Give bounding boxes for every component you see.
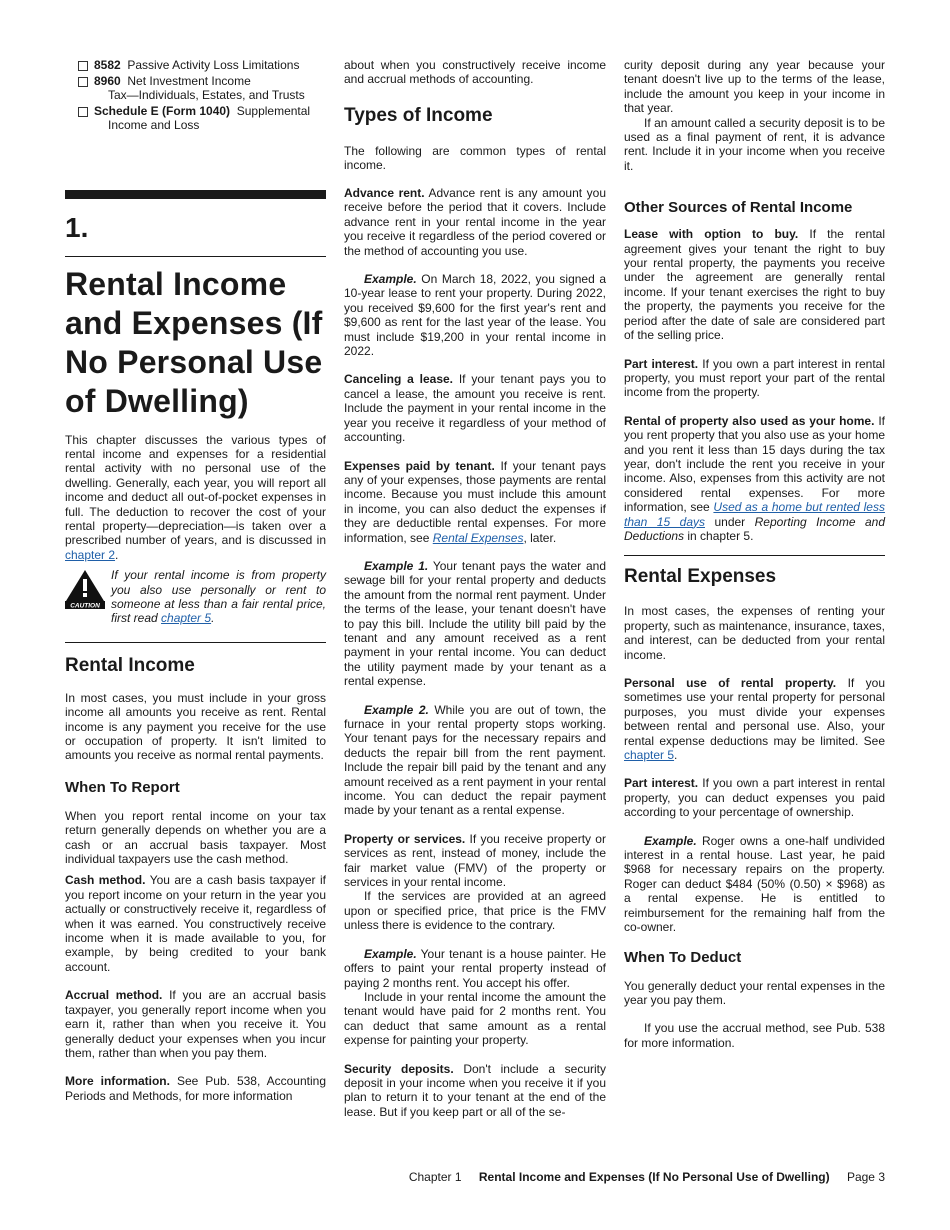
forms-list: [65, 58, 326, 133]
footer-page: Page 3: [846, 1170, 885, 1184]
form-title: Supplemental: [236, 103, 311, 118]
section-heading-rental-income: Rental Income: [65, 654, 195, 676]
form-title: Net Investment Income: [127, 73, 251, 88]
form-title: Passive Activity Loss Limitations: [127, 58, 300, 72]
divider: [65, 256, 326, 257]
column-1: [65, 58, 326, 1103]
subheading-when-to-deduct: When To Deduct: [624, 948, 742, 966]
when-to-report-text: When you report rental income on your tax return generally depends on whether you are a cash or an accrual basis taxpayer. Most individual taxpayers use the cash method.: [65, 808, 326, 867]
roger-example-para: Example. Roger owns a one-half undivided interest in a rental house. Last year, he paid $968 for necessary repairs on the property. Roger can deduct $484 (50% (0.50) × $968) as a rental expense. He is entitled to reimbursement for the remaining half from the co-owner.: [624, 833, 885, 935]
form-number: 8582: [94, 58, 121, 72]
chapter-2-link[interactable]: chapter 2: [65, 547, 116, 562]
types-of-income-text: The following are common types of rental income.: [344, 144, 606, 173]
advance-rent-para: Advance rent. Advance rent is any amount you receive before the period that it covers. Include advance rent in your rental income in the year you receive it regardless of the period covered or the method of accounting you use.: [344, 186, 606, 258]
rental-expenses-text: In most cases, the expenses of renting your property, such as maintenance, insurance, taxes, and interest, can be deducted from your rental income.: [624, 604, 885, 662]
part-interest-expense-para: Part interest. If you own a part interest in rental property, you can deduct expenses you paid according to your percentage of ownership.: [624, 776, 885, 820]
form-number: 8960: [94, 73, 121, 88]
form-number: Schedule E (Form 1040): [94, 103, 231, 118]
part-interest-income-para: Part interest. If you own a part interest in rental property, you must report your part of the rental income from the property.: [624, 356, 885, 400]
section-heading-rental-expenses: Rental Expenses: [624, 566, 777, 588]
example-2-para: Example 2. While you are out of town, the furnace in your rental property stops working. Your tenant pays for the necessary repairs and deducts the repair bill from the rent payment. Include the repair bill paid by the tenant and any amount received as a rent payment in your rental income. You can deduct the repair payment made by your tenant as a rental expense.: [344, 702, 606, 818]
form-title-cont: Income and Loss: [108, 118, 200, 132]
cash-method-para: Cash method. You are a cash basis taxpayer if you report income on your return in the year you actually or constructively receive it, regardless of when it was earned. You constructively receive income when it is made available to you, for example, by being credited to your bank account.: [65, 873, 326, 974]
svg-text:CAUTION: CAUTION: [70, 602, 100, 610]
property-services-para-2: If the services are provided at an agreed upon or specified price, that price is the FMV unless there is evidence to the contrary.: [344, 889, 606, 933]
subheading-other-sources: Other Sources of Rental Income: [624, 199, 853, 217]
accrual-method-para: Accrual method. If you are an accrual basis taxpayer, you generally report income when you earn it, rather than when you receive it. You generally deduct your expenses when you incur them, rather than when you pay them.: [65, 988, 326, 1060]
form-item[interactable]: [65, 104, 326, 133]
subheading-when-to-report: When To Report: [65, 778, 180, 796]
column-2-top: [344, 58, 606, 87]
chapter-number: 1.: [65, 211, 89, 243]
security-deposit-para-2: curity deposit during any year because your tenant doesn't live up to the terms of the lease, include the amount you keep in your income in that year.: [624, 58, 885, 116]
checkbox-icon[interactable]: [78, 107, 88, 117]
rental-income-text: In most cases, you must include in your gross income all amounts you receive as rent. Rental income is any payment you receive for the use or occupation of property. It isn't limited to amounts you receive as normal rental payments.: [65, 690, 326, 763]
advance-rent-example: Example. On March 18, 2022, you signed a 10-year lease to rent your property. During 2022, you received $9,600 for the first year's rent and $9,600 as rent for the last year of the lease. You must include $19,200 in your rental income in 2022.: [344, 272, 606, 359]
checkbox-icon[interactable]: [78, 61, 88, 71]
chapter-5-link-2[interactable]: chapter 5: [624, 748, 675, 763]
more-information-continued: about when you constructively receive income and accrual methods of accounting.: [344, 58, 606, 87]
form-title-cont: Tax—Individuals, Estates, and Trusts: [108, 88, 305, 102]
canceling-lease-para: Canceling a lease. If your tenant pays you to cancel a lease, the amount you receive is rent. Include the payment in your rental income in the year you receive it regardless of your method of accounting.: [344, 372, 606, 445]
security-deposits-para: Security deposits. Don't include a security deposit in your income when you receive it if you plan to return it to your tenant at the end of the lease. But if you keep part or all of the se-: [344, 1061, 606, 1119]
caution-icon: [65, 569, 105, 609]
section-heading-types-of-income: Types of Income: [344, 105, 493, 126]
column-3: curity deposit during any year because your tenant doesn't live up to the terms of the lease, include the amount you keep in your income in that year. If an amount called a security deposit is to be used as a final payment of rent, it is advance rent. Include it in your income when you receive it. Other Sources of Rental Income Lease with option to buy. If the rental agreement gives your tenant the right to buy your rental property, the payments you receive under the agreement are generally rental income. If your tenant exercises the right to buy the property, the payments you receive for the period after the date of sale are considered part of the selling price. Part interest. If you own a part interest in rental property, you must report your part of the rental income from the property. Rental of property also used as your home. If you rent property that you also use as your home and you rent it less than 15 days during the tax year, don't include the rent you receive in your income. Also, expenses from this activity are not considered rental expenses. For more information, see Used as a home but rented less than 15 days under Reporting Income and Deductions in chapter 5. Rental Expenses In most cases, the expenses of renting your property, such as maintenance, insurance, taxes, and interest, can be deducted from your rental income. Personal use of rental property. If you sometimes use your rental property for personal purposes, you must divide your expenses between rental and personal use. Also, your rental expense deductions may be limited. See chapter 5. Part interest. If you own a part interest in rental property, you can deduct expenses you paid according to your percentage of ownership. Example. Roger owns a one-half undivided interest in a rental house. Last year, he paid $968 for necessary repairs on the property. Roger can deduct $484 (50% (0.50) × $968) as a rental expense. He is entitled to reimbursement for the remaining half from the co-owner. When To Deduct You generally deduct your rental expenses in the year you pay them. If you use the accrual method, see Pub. 538 for more information.: [624, 58, 885, 1050]
footer-title: Rental Income and Expenses (If No Personal Use of Dwelling): [478, 1170, 830, 1184]
caution-note: CAUTION If your rental income is from property you also use personally or rent to someone at less than a fair rental price, first read chapter 5.: [65, 568, 326, 626]
checkbox-icon[interactable]: [78, 77, 88, 87]
property-example-para-2: Include in your rental income the amount the tenant would have paid for 2 months rent. You can deduct that same amount as a rental expense for painting your property.: [344, 989, 606, 1048]
home-rental-para: Rental of property also used as your home. If you rent property that you also use as your home and you rent it less than 15 days during the tax year, don't include the rent you receive in your income. Also, expenses from this activity are not considered rental expenses. For more information, see Used as a home but rented less than 15 days under Reporting Income and Deductions in chapter 5.: [624, 413, 885, 543]
expenses-paid-para: Expenses paid by tenant. If your tenant pays any of your expenses, those payments are rental income. Because you must include this amount in income, you can also deduct the expenses if they are deductible rental expenses. For more information, see Rental Expenses, later.: [344, 458, 606, 545]
used-as-home-link[interactable]: Used as a home but rented less than 15 days: [624, 500, 885, 529]
rental-expenses-link[interactable]: Rental Expenses: [432, 530, 524, 545]
property-services-para: Property or services. If you receive property or services as rent, instead of money, include the fair market value (FMV) of the property or services in your rental income.: [344, 831, 606, 890]
form-item[interactable]: [65, 58, 326, 73]
example-1-para: Example 1. Your tenant pays the water and sewage bill for your rental property and deducts the amount from the normal rent payment. Under the terms of the lease, your tenant doesn't have to pay this bill. Include the utility bill paid by the tenant and any amount received as a rent payment in your rental income. You can deduct the utility payment made by your tenant as a rental expense.: [344, 558, 606, 689]
when-to-deduct-text-2: If you use the accrual method, see Pub. 538 for more information.: [624, 1021, 885, 1050]
personal-use-para: Personal use of rental property. If you sometimes use your rental property for personal purposes, you must divide your expenses between rental and personal use. Also, your rental expense deductions may be limited. See chapter 5.: [624, 676, 885, 763]
form-item[interactable]: [65, 74, 326, 103]
column-2: [344, 58, 606, 1119]
lease-option-para: Lease with option to buy. If the rental agreement gives your tenant the right to buy your rental property, the payments you receive under the agreement are generally rental income. If your tenant exercises the right to buy the property, the payments you receive for the period after the date of sale are considered part of the selling price.: [624, 227, 885, 343]
chapter-intro: This chapter discusses the various types of rental income and expenses for a residential rental activity with no personal use of the dwelling. Generally, each year, you will report all income and deduct all out-of-pocket expenses in full. The deduction to recover the cost of your rental property—depreciation—is taken over a prescribed number of years, and is discussed in chapter 2.: [65, 432, 326, 562]
chapter-5-link[interactable]: chapter 5: [161, 611, 212, 626]
when-to-deduct-text: You generally deduct your rental expenses in the year you pay them.: [624, 978, 885, 1007]
more-information-para: More information. See Pub. 538, Accounting Periods and Methods, for more information: [65, 1074, 326, 1103]
footer-chapter: Chapter 1: [408, 1170, 462, 1184]
chapter-bar: [65, 190, 326, 199]
page-footer: [395, 1170, 885, 1184]
property-example-para: Example. Your tenant is a house painter. He offers to paint your rental property instead of paying 2 months rent. You accept his offer.: [344, 946, 606, 990]
chapter-title: Rental Income and Expenses (If No Personal Use of Dwelling): [65, 265, 323, 419]
